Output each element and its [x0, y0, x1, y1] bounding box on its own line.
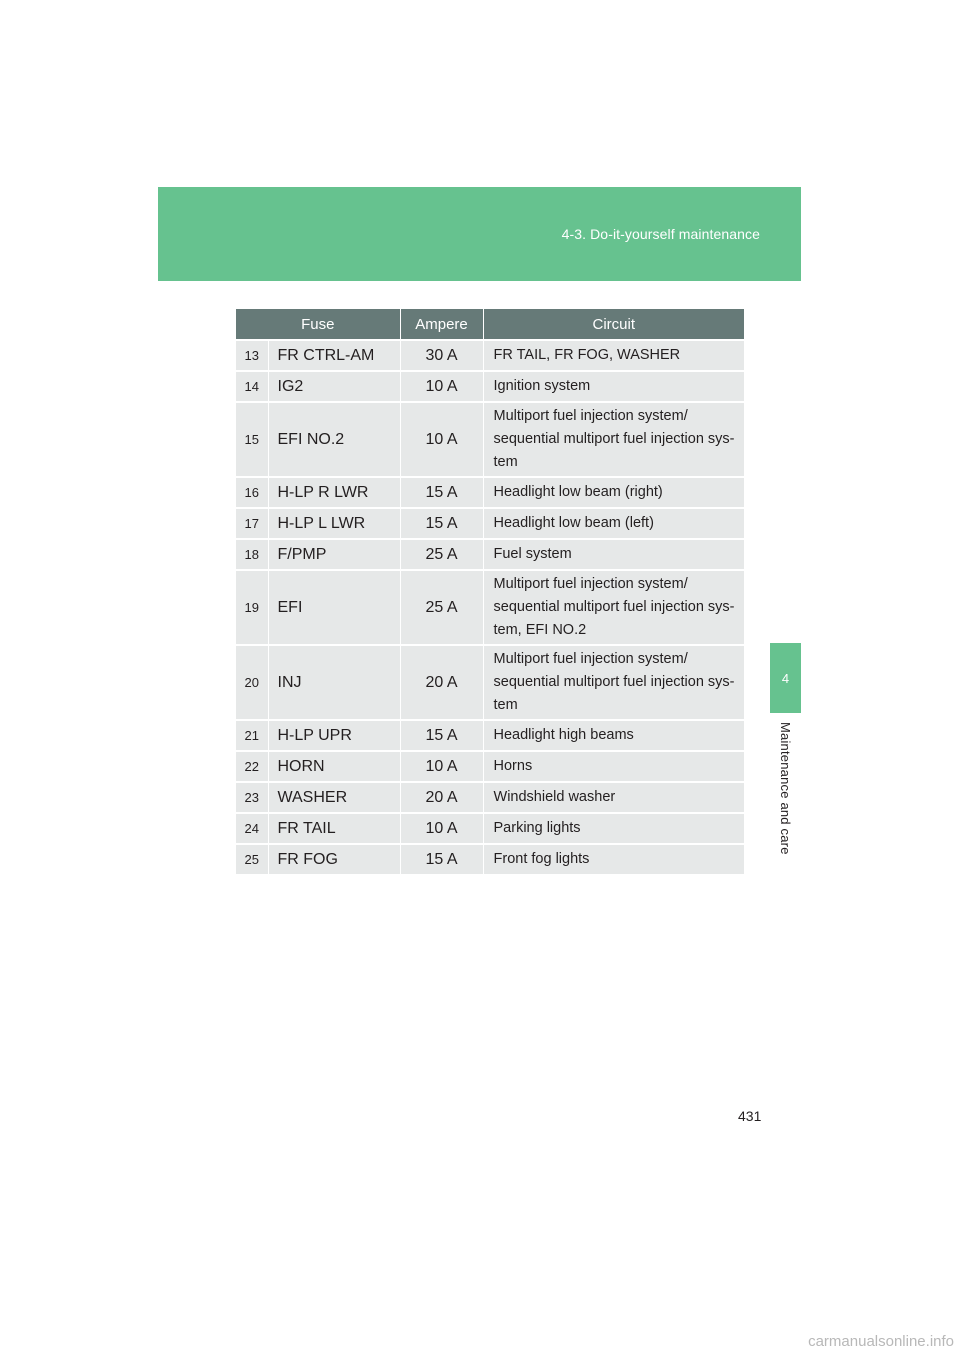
table-row [236, 751, 744, 782]
fuse-number: 16 [236, 477, 268, 508]
watermark-text: carmanualsonline.info [808, 1333, 954, 1350]
fuse-name: IG2 [268, 371, 400, 402]
fuse-table [236, 309, 744, 874]
table-row [236, 782, 744, 813]
chapter-tab: 4 [770, 643, 801, 713]
fuse-ampere: 10 A [400, 813, 483, 844]
fuse-name: INJ [268, 645, 400, 720]
fuse-ampere: 15 A [400, 508, 483, 539]
table-row [236, 720, 744, 751]
fuse-name: HORN [268, 751, 400, 782]
fuse-circuit: Headlight low beam (right) [483, 477, 744, 508]
fuse-number: 23 [236, 782, 268, 813]
fuse-name: H-LP R LWR [268, 477, 400, 508]
fuse-ampere: 10 A [400, 371, 483, 402]
fuse-ampere: 25 A [400, 539, 483, 570]
fuse-ampere: 25 A [400, 570, 483, 645]
fuse-number: 19 [236, 570, 268, 645]
fuse-name: EFI NO.2 [268, 402, 400, 477]
fuse-name: FR TAIL [268, 813, 400, 844]
fuse-circuit: Multiport fuel injection system/ sequential multiport fuel injection sys-tem [483, 645, 744, 720]
table-row [236, 371, 744, 402]
fuse-circuit: Parking lights [483, 813, 744, 844]
fuse-circuit: Fuel system [483, 539, 744, 570]
table-row [236, 477, 744, 508]
fuse-name: EFI [268, 570, 400, 645]
column-header-fuse: Fuse [236, 309, 400, 340]
column-header-circuit: Circuit [483, 309, 744, 340]
fuse-ampere: 10 A [400, 402, 483, 477]
chapter-label: Maintenance and care [778, 722, 793, 855]
fuse-ampere: 20 A [400, 645, 483, 720]
fuse-number: 22 [236, 751, 268, 782]
fuse-number: 21 [236, 720, 268, 751]
fuse-number: 17 [236, 508, 268, 539]
table-row [236, 508, 744, 539]
fuse-ampere: 15 A [400, 477, 483, 508]
fuse-ampere: 30 A [400, 340, 483, 371]
fuse-circuit: Headlight low beam (left) [483, 508, 744, 539]
fuse-name: H-LP L LWR [268, 508, 400, 539]
fuse-number: 15 [236, 402, 268, 477]
page-number: 431 [738, 1108, 762, 1124]
table-row [236, 340, 744, 371]
fuse-number: 14 [236, 371, 268, 402]
fuse-name: H-LP UPR [268, 720, 400, 751]
fuse-circuit: Windshield washer [483, 782, 744, 813]
fuse-number: 18 [236, 539, 268, 570]
fuse-circuit: Ignition system [483, 371, 744, 402]
table-row [236, 844, 744, 874]
table-row [236, 645, 744, 720]
table-row [236, 539, 744, 570]
fuse-ampere: 20 A [400, 782, 483, 813]
column-header-ampere: Ampere [400, 309, 483, 340]
section-title: 4-3. Do-it-yourself maintenance [561, 226, 760, 242]
fuse-ampere: 10 A [400, 751, 483, 782]
fuse-name: WASHER [268, 782, 400, 813]
table-row [236, 813, 744, 844]
fuse-number: 13 [236, 340, 268, 371]
table-header-row [236, 309, 744, 340]
table-row [236, 570, 744, 645]
fuse-name: FR CTRL-AM [268, 340, 400, 371]
table-row [236, 402, 744, 477]
fuse-ampere: 15 A [400, 720, 483, 751]
fuse-circuit: Multiport fuel injection system/ sequential multiport fuel injection sys-tem, EFI NO.2 [483, 570, 744, 645]
fuse-circuit: Multiport fuel injection system/ sequential multiport fuel injection sys-tem [483, 402, 744, 477]
fuse-number: 24 [236, 813, 268, 844]
fuse-circuit: Front fog lights [483, 844, 744, 874]
fuse-ampere: 15 A [400, 844, 483, 874]
fuse-circuit: Headlight high beams [483, 720, 744, 751]
fuse-name: F/PMP [268, 539, 400, 570]
section-header-bar [158, 187, 801, 281]
fuse-circuit: FR TAIL, FR FOG, WASHER [483, 340, 744, 371]
fuse-number: 25 [236, 844, 268, 874]
fuse-name: FR FOG [268, 844, 400, 874]
fuse-circuit: Horns [483, 751, 744, 782]
fuse-number: 20 [236, 645, 268, 720]
